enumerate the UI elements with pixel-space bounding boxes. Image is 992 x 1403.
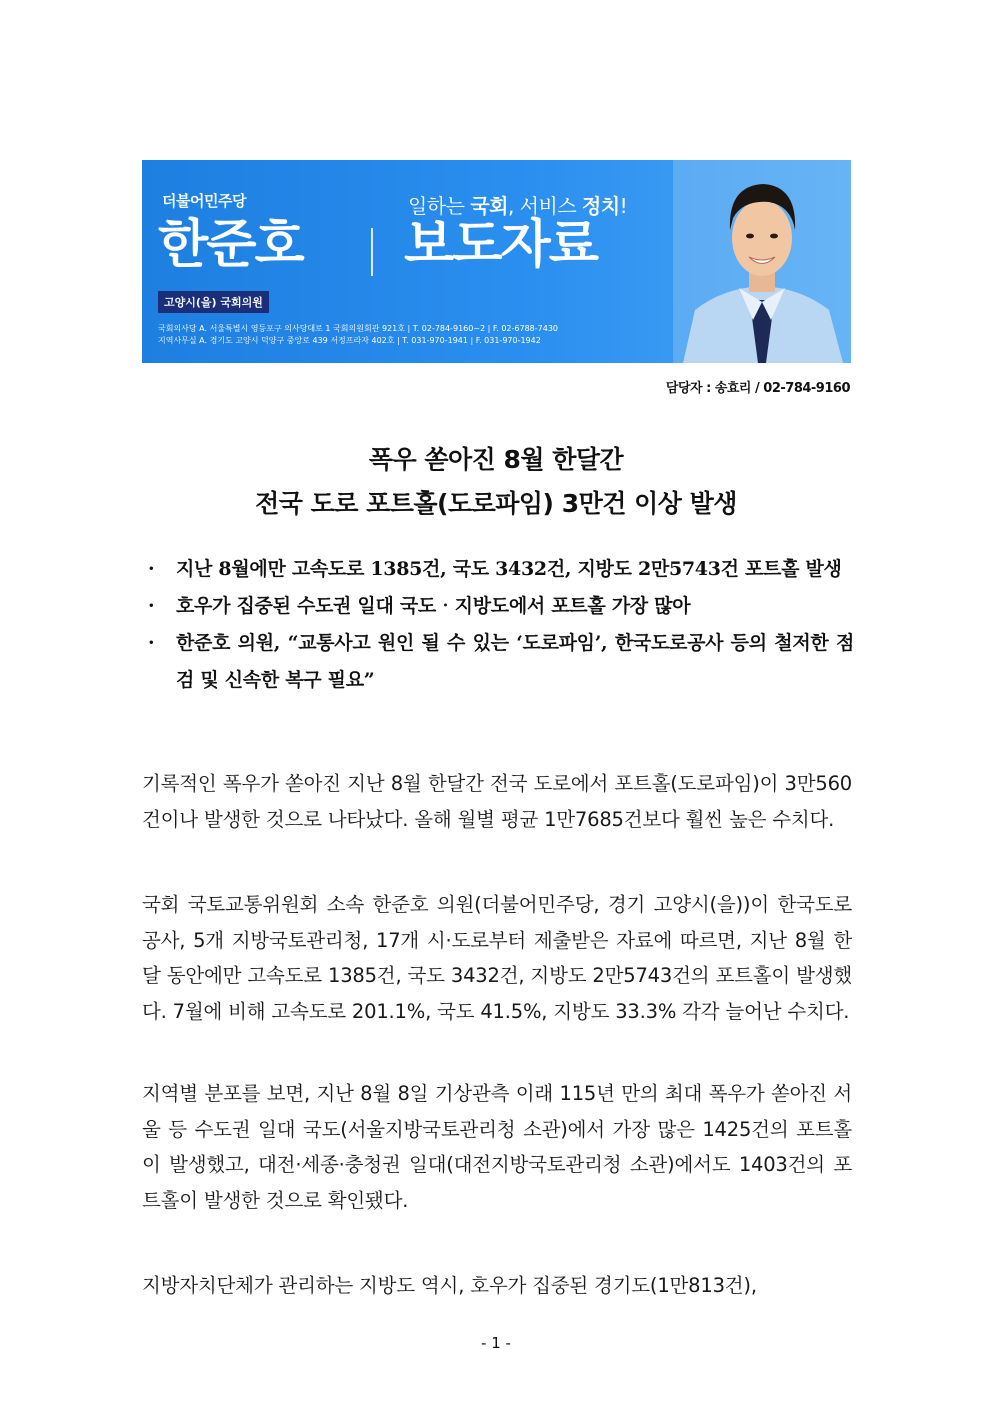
bullet-marker: · — [148, 632, 155, 654]
headline-line-2: 전국 도로 포트홀(도로파임) 3만건 이상 발생 — [255, 489, 737, 518]
slogan-part: , 서비스 — [507, 194, 583, 218]
summary-bullet — [142, 588, 854, 625]
politician-name: 한준호 — [158, 215, 303, 275]
bullet-marker: · — [148, 558, 155, 580]
bullet-text: 한준호 의원, “교통사고 원인 될 수 있는 ‘도로파임’, 한국도로공사 등의 철저한 점검 및 신속한 복구 필요” — [176, 632, 854, 691]
bullet-marker: · — [148, 595, 155, 617]
headline-line-1: 폭우 쏟아진 8월 한달간 — [368, 445, 624, 474]
bullet-text: 지난 8월에만 고속도로 1385건, 국도 3432건, 지방도 2만5743건 포트홀 발생 — [176, 558, 842, 580]
body-paragraph: 기록적인 폭우가 쏟아진 지난 8월 한달간 전국 도로에서 포트홀(도로파임)이 3만560건이나 발생한 것으로 나타났다. 올해 월별 평균 1만7685건보다 훨씬 높은 수치다. — [142, 772, 852, 831]
summary-bullet — [142, 625, 854, 699]
page-number: - 1 - — [481, 1334, 511, 1352]
slogan-part: ! — [619, 194, 628, 218]
party-name: 더불어민주당 — [162, 192, 246, 210]
document-type: 보도자료 — [404, 215, 597, 275]
portrait-photo — [673, 160, 851, 363]
district-badge: 고양시(을) 국회의원 — [158, 291, 269, 313]
slogan-emphasis: 국회 — [470, 194, 508, 218]
body-paragraph: 지방자치단체가 관리하는 지방도 역시, 호우가 집중된 경기도(1만813건), — [142, 1274, 757, 1297]
summary-bullet — [142, 551, 854, 588]
address-line: 지역사무실 A. 경기도 고양시 덕양구 중앙로 439 서정프라자 402호 | T. 031-970-1941 | F. 031-970-1942 — [158, 336, 541, 345]
slogan-part: 일하는 — [408, 194, 471, 218]
body-paragraph: 지역별 분포를 보면, 지난 8월 8일 기상관측 이래 115년 만의 최대 폭우가 쏟아진 서울 등 수도권 일대 국도(서울지방국토관리청 소관)에서 가장 많은 1425건의 포트홀이 발생했고, 대전·세종·충청권 일대(대전지방국토관리청 소관)에서도 1403건의 포트홀이 발생한 것으로 확인됐다. — [142, 1082, 852, 1212]
address-line: 국회의사당 A. 서울특별시 영등포구 의사당대로 1 국회의원회관 921호 | T. 02-784-9160~2 | F. 02-6788-7430 — [158, 324, 558, 333]
bullet-text: 호우가 집중된 수도권 일대 국도‧지방도에서 포트홀 가장 많아 — [176, 595, 691, 617]
banner-divider — [371, 228, 373, 276]
body-paragraph: 국회 국토교통위원회 소속 한준호 의원(더불어민주당, 경기 고양시(을))이 한국도로공사, 5개 지방국토관리청, 17개 시·도로부터 제출받은 자료에 따르면, 지난 8월 한달 동안에만 고속도로 1385건, 국도 3432건, 지방도 2만5743건의 포트홀이 발생했다. 7월에 비해 고속도로 201.1%, 국도 41.5%, 지방도 33.3% 각각 늘어난 수치다. — [142, 893, 852, 1023]
slogan-emphasis: 정치 — [582, 194, 620, 218]
office-addresses — [158, 323, 558, 347]
summary-bullets — [142, 551, 854, 699]
header-banner — [142, 160, 851, 363]
contact-person: 담당자 : 송효리 / 02-784-9160 — [665, 381, 850, 396]
